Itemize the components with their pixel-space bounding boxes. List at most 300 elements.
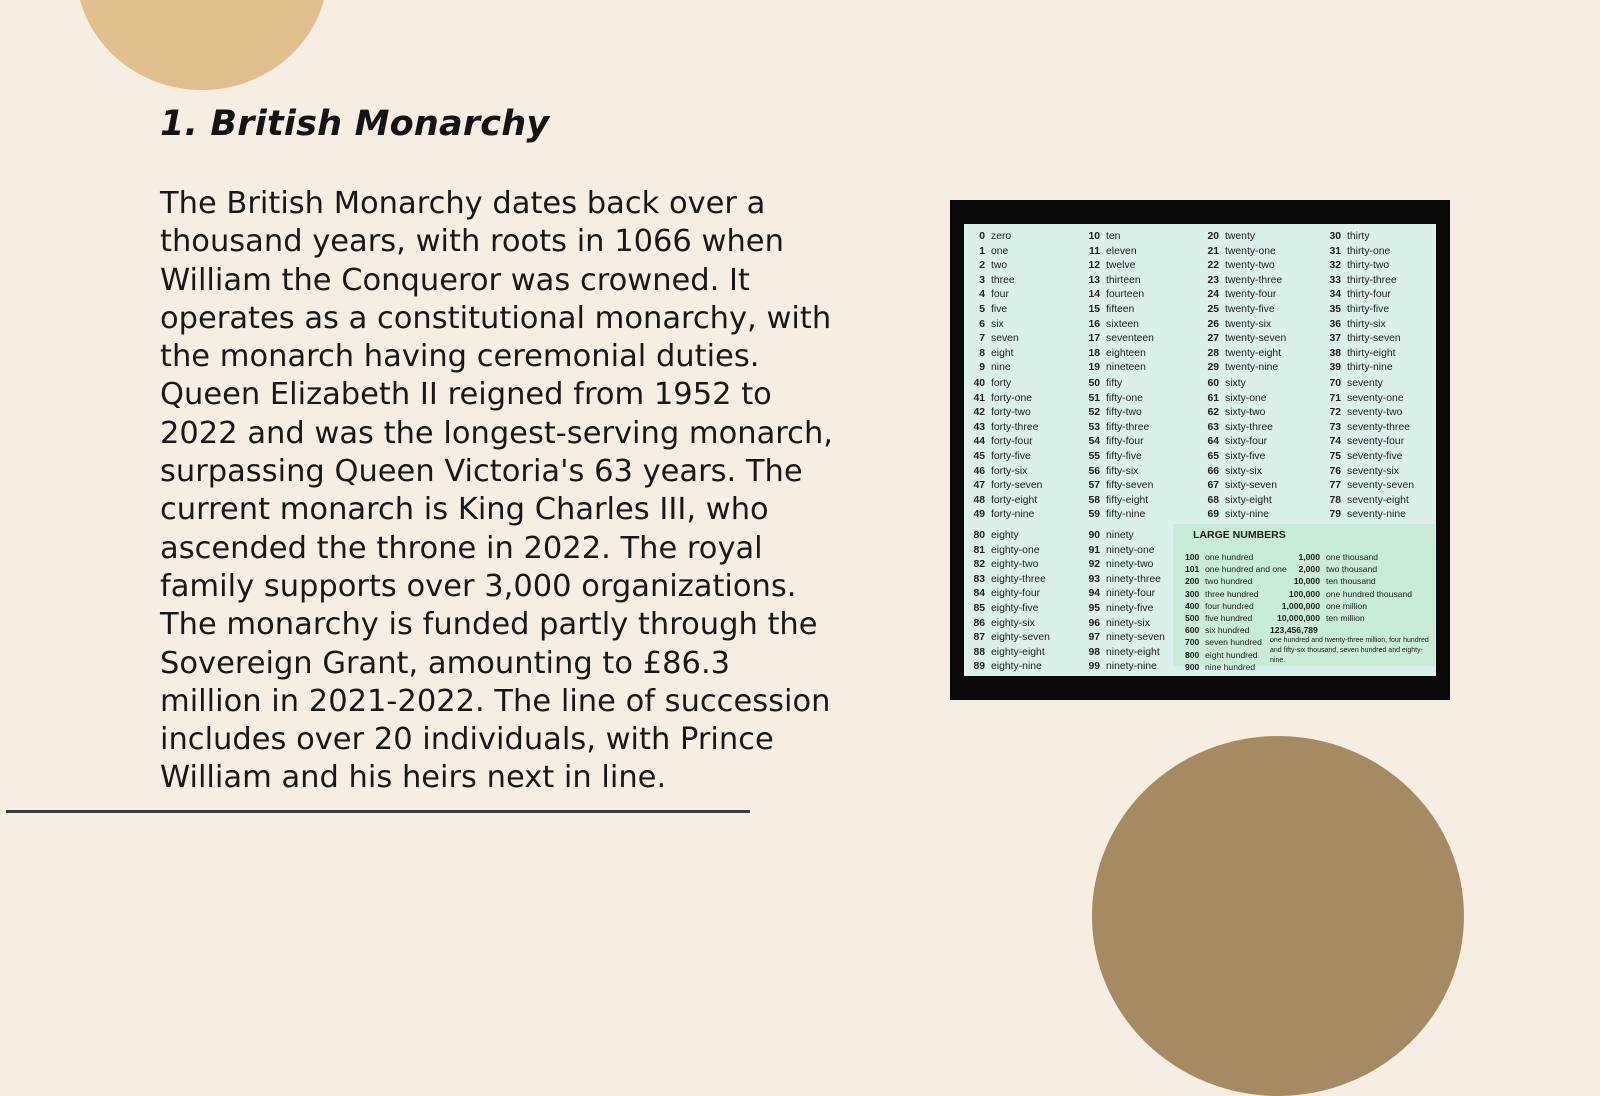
- number-digit: 24: [1207, 289, 1219, 301]
- number-word: twenty-four: [1225, 289, 1277, 301]
- number-word: thirty-one: [1347, 245, 1391, 257]
- number-row: [1083, 288, 1195, 303]
- large-number-word: one thousand: [1326, 552, 1379, 562]
- number-word: ninety-four: [1106, 588, 1156, 600]
- number-word: fifty-nine: [1106, 509, 1146, 521]
- number-digit: 45: [973, 450, 985, 462]
- number-word: seventeen: [1106, 333, 1154, 345]
- number-word: fifteen: [1106, 303, 1135, 315]
- large-number-row: [1270, 588, 1412, 600]
- number-row: [968, 303, 1080, 318]
- hundreds-word: four hundred: [1205, 600, 1254, 611]
- number-chart-image: [950, 200, 1450, 700]
- number-word: thirty-seven: [1347, 333, 1401, 345]
- number-word: seventy-nine: [1347, 509, 1406, 521]
- number-digit: 72: [1329, 407, 1341, 419]
- divider-line: [6, 810, 750, 813]
- number-digit: 23: [1207, 274, 1219, 286]
- number-row: [1202, 479, 1314, 494]
- number-row: [1324, 288, 1436, 303]
- number-row: [968, 631, 1080, 646]
- number-row: [1324, 435, 1436, 450]
- number-word: twenty-one: [1225, 245, 1276, 257]
- number-digit: 52: [1088, 407, 1100, 419]
- number-digit: 34: [1329, 289, 1341, 301]
- number-word: thirty: [1347, 231, 1370, 242]
- number-row: [1083, 332, 1195, 347]
- number-column: [968, 377, 1080, 523]
- number-row: [968, 288, 1080, 303]
- number-word: ninety: [1106, 530, 1134, 541]
- number-row: [968, 544, 1080, 559]
- number-digit: 53: [1088, 421, 1100, 433]
- hundreds-digit: 200: [1185, 576, 1200, 587]
- number-digit: 62: [1207, 407, 1219, 419]
- hundreds-digit: 600: [1185, 625, 1200, 636]
- number-digit: 38: [1329, 347, 1341, 359]
- number-row: [968, 245, 1080, 260]
- number-row: [968, 617, 1080, 632]
- number-digit: 83: [973, 573, 985, 585]
- large-number-digit: 10,000,000: [1276, 613, 1320, 624]
- number-word: forty-nine: [991, 509, 1035, 521]
- number-row: [1202, 288, 1314, 303]
- number-digit: 12: [1088, 260, 1100, 272]
- number-word: ninety-seven: [1106, 632, 1165, 644]
- number-digit: 81: [973, 544, 985, 556]
- number-row: [1202, 421, 1314, 436]
- number-word: forty-six: [991, 465, 1028, 477]
- number-word: eighty-three: [991, 573, 1046, 585]
- number-row: [1083, 479, 1195, 494]
- number-row: [1324, 361, 1436, 376]
- hundreds-digit: 300: [1185, 588, 1200, 599]
- number-row: [1324, 406, 1436, 421]
- number-word: sixty-six: [1225, 465, 1262, 477]
- number-word: fifty-two: [1106, 407, 1142, 419]
- number-row: [968, 332, 1080, 347]
- number-digit: 7: [979, 333, 985, 345]
- number-row: [1083, 646, 1195, 661]
- number-digit: 4: [979, 289, 985, 301]
- number-word: eighteen: [1106, 347, 1146, 359]
- number-word: seventy-five: [1347, 450, 1403, 462]
- number-word: twenty-eight: [1225, 347, 1282, 359]
- number-word: two: [991, 260, 1008, 272]
- number-word: eighty-seven: [991, 632, 1050, 644]
- number-word: ten: [1106, 231, 1121, 242]
- number-digit: 80: [973, 530, 985, 541]
- number-row: [968, 587, 1080, 602]
- number-column: [1083, 529, 1195, 675]
- number-word: eighty: [991, 530, 1019, 541]
- number-digit: 9: [979, 362, 985, 374]
- number-column: [1324, 230, 1436, 376]
- number-word: thirty-three: [1347, 274, 1397, 286]
- number-row: [968, 494, 1080, 509]
- number-digit: 97: [1088, 632, 1100, 644]
- number-row: [1324, 494, 1436, 509]
- number-digit: 21: [1207, 245, 1219, 257]
- number-word: sixty-one: [1225, 392, 1267, 404]
- number-digit: 51: [1088, 392, 1100, 404]
- number-row: [1083, 245, 1195, 260]
- number-digit: 74: [1329, 436, 1341, 448]
- number-word: eighty-one: [991, 544, 1040, 556]
- number-row: [1324, 392, 1436, 407]
- number-word: sixty-nine: [1225, 509, 1269, 521]
- large-number-digit: 100,000: [1288, 588, 1320, 599]
- number-digit: 71: [1329, 392, 1341, 404]
- number-digit: 98: [1088, 646, 1100, 658]
- number-word: forty-three: [991, 421, 1039, 433]
- number-digit: 17: [1088, 333, 1100, 345]
- number-row: [968, 479, 1080, 494]
- number-word: eleven: [1106, 245, 1137, 257]
- number-digit: 67: [1207, 480, 1219, 492]
- number-word: eight: [991, 347, 1014, 359]
- number-row: [1083, 259, 1195, 274]
- number-digit: 58: [1088, 494, 1100, 506]
- number-digit: 75: [1329, 450, 1341, 462]
- hundreds-digit: 700: [1185, 637, 1200, 648]
- number-word: seventy-six: [1347, 465, 1399, 477]
- number-row: [968, 435, 1080, 450]
- number-digit: 59: [1088, 509, 1100, 521]
- number-digit: 82: [973, 559, 985, 571]
- number-digit: 11: [1089, 245, 1100, 257]
- number-row: [968, 361, 1080, 376]
- number-digit: 77: [1329, 480, 1341, 492]
- number-digit: 15: [1088, 303, 1100, 315]
- large-number-digit: 2,000: [1298, 564, 1320, 575]
- number-row: [968, 347, 1080, 362]
- number-row: [1324, 508, 1436, 523]
- number-digit: 63: [1207, 421, 1219, 433]
- number-row: [1202, 465, 1314, 480]
- number-row: [1202, 347, 1314, 362]
- number-row: [1083, 617, 1195, 632]
- number-word: five: [991, 303, 1008, 315]
- number-digit: 39: [1329, 362, 1341, 374]
- hundreds-digit: 800: [1185, 649, 1200, 660]
- number-word: twenty-six: [1225, 318, 1272, 330]
- number-word: ninety-eight: [1106, 646, 1160, 658]
- number-digit: 44: [973, 436, 985, 448]
- number-row: [1083, 558, 1195, 573]
- number-word: fifty-one: [1106, 392, 1143, 404]
- number-digit: 6: [979, 318, 985, 330]
- number-digit: 90: [1088, 530, 1100, 541]
- number-word: ninety-two: [1106, 559, 1154, 571]
- number-digit: 68: [1207, 494, 1219, 506]
- number-word: three: [991, 274, 1015, 286]
- number-digit: 65: [1207, 450, 1219, 462]
- number-word: nineteen: [1106, 362, 1146, 374]
- number-word: nine: [991, 362, 1011, 374]
- example-number-words: one hundred and twenty-three million, four hundred and fifty-six thousand, seven hundred and eighty-nine.: [1270, 637, 1429, 664]
- number-digit: 76: [1329, 465, 1341, 477]
- number-row: [1083, 377, 1195, 392]
- number-word: fifty-eight: [1106, 494, 1149, 506]
- number-word: eighty-eight: [991, 646, 1045, 658]
- number-row: [1324, 245, 1436, 260]
- number-digit: 29: [1207, 362, 1219, 374]
- number-row: [1324, 318, 1436, 333]
- number-digit: 30: [1329, 231, 1341, 242]
- number-row: [1083, 406, 1195, 421]
- number-row: [1083, 318, 1195, 333]
- number-digit: 32: [1329, 260, 1341, 272]
- large-numbers-list: [1270, 551, 1412, 624]
- number-digit: 49: [973, 509, 985, 521]
- number-digit: 14: [1088, 289, 1100, 301]
- number-row: [1324, 332, 1436, 347]
- number-digit: 91: [1088, 544, 1100, 556]
- number-row: [1324, 347, 1436, 362]
- number-row: [968, 377, 1080, 392]
- number-row: [1324, 450, 1436, 465]
- number-word: forty-four: [991, 436, 1033, 448]
- number-digit: 31: [1329, 245, 1341, 257]
- number-digit: 25: [1207, 303, 1219, 315]
- number-word: eighty-two: [991, 559, 1039, 571]
- number-row: [968, 529, 1080, 544]
- number-row: [1324, 259, 1436, 274]
- number-digit: 46: [973, 465, 985, 477]
- number-word: four: [991, 289, 1009, 301]
- number-row: [968, 508, 1080, 523]
- number-row: [968, 558, 1080, 573]
- number-digit: 99: [1088, 661, 1100, 673]
- number-row: [1202, 392, 1314, 407]
- number-word: twenty-five: [1225, 303, 1275, 315]
- number-digit: 41: [973, 392, 985, 404]
- number-word: fourteen: [1106, 289, 1145, 301]
- number-digit: 88: [973, 646, 985, 658]
- number-digit: 66: [1207, 465, 1219, 477]
- number-digit: 84: [973, 588, 985, 600]
- number-row: [1083, 230, 1195, 245]
- number-word: sixty: [1225, 378, 1246, 389]
- number-digit: 22: [1207, 260, 1219, 272]
- number-word: twelve: [1106, 260, 1136, 272]
- large-number-digit: 1,000,000: [1281, 600, 1320, 611]
- number-digit: 20: [1207, 231, 1219, 242]
- number-row: [968, 450, 1080, 465]
- number-row: [1083, 544, 1195, 559]
- large-number-row: [1270, 563, 1412, 575]
- number-row: [1202, 377, 1314, 392]
- hundreds-digit: 100: [1185, 552, 1200, 562]
- number-digit: 69: [1207, 509, 1219, 521]
- hundreds-word: five hundred: [1205, 613, 1253, 624]
- number-word: seventy-one: [1347, 392, 1404, 404]
- number-row: [1083, 660, 1195, 675]
- number-column: [1202, 230, 1314, 376]
- number-row: [1202, 450, 1314, 465]
- number-digit: 73: [1329, 421, 1341, 433]
- slide-body-text: The British Monarchy dates back over a thousand years, with roots in 1066 when William the Conqueror was crowned. It operates as a constitutional monarchy, with the monarch having ceremonial duties. Queen Elizabeth II reigned from 1952 to 2022 and was the longest-serving monarch, surpassing Queen Victoria's 63 years. The current monarch is King Charles III, who ascended the throne in 2022. The royal family supports over 3,000 organizations. The monarchy is funded partly through the Sovereign Grant, amounting to £86.3 million in 2021-2022. The line of succession includes over 20 individuals, with Prince William and his heirs next in line.: [160, 186, 833, 796]
- number-digit: 96: [1088, 617, 1100, 629]
- number-row: [1083, 347, 1195, 362]
- number-digit: 87: [973, 632, 985, 644]
- number-word: seven: [991, 333, 1019, 345]
- number-word: forty-two: [991, 407, 1031, 419]
- number-word: seventy-seven: [1347, 480, 1414, 492]
- large-number-row: [1270, 600, 1412, 612]
- number-row: [1083, 494, 1195, 509]
- number-digit: 36: [1329, 318, 1341, 330]
- number-row: [1202, 259, 1314, 274]
- hundreds-digit: 400: [1185, 600, 1200, 611]
- number-word: fifty: [1106, 378, 1123, 389]
- number-digit: 28: [1207, 347, 1219, 359]
- number-digit: 56: [1088, 465, 1100, 477]
- decorative-circle-bottom: [1092, 736, 1464, 1096]
- number-chart-panel: [964, 224, 1436, 676]
- number-digit: 94: [1088, 588, 1100, 600]
- decorative-circle-top: [76, 0, 328, 90]
- number-digit: 78: [1329, 494, 1341, 506]
- number-row: [968, 230, 1080, 245]
- number-word: forty-eight: [991, 494, 1038, 506]
- number-row: [1324, 421, 1436, 436]
- number-word: ninety-nine: [1106, 661, 1157, 673]
- number-word: twenty: [1225, 231, 1256, 242]
- number-row: [1083, 421, 1195, 436]
- number-word: forty-seven: [991, 480, 1043, 492]
- large-numbers-box: [1173, 524, 1435, 672]
- hundreds-digit: 101: [1185, 564, 1200, 575]
- number-word: thirty-five: [1347, 303, 1390, 315]
- number-row: [1202, 245, 1314, 260]
- number-row: [1324, 274, 1436, 289]
- number-row: [968, 392, 1080, 407]
- large-number-word: two thousand: [1326, 564, 1378, 575]
- number-word: sixty-four: [1225, 436, 1268, 448]
- number-row: [968, 259, 1080, 274]
- number-word: seventy-eight: [1347, 494, 1409, 506]
- number-row: [1083, 602, 1195, 617]
- number-word: thirty-nine: [1347, 362, 1393, 374]
- number-row: [1202, 332, 1314, 347]
- number-digit: 57: [1088, 480, 1100, 492]
- number-row: [1202, 494, 1314, 509]
- number-digit: 42: [973, 407, 985, 419]
- number-row: [1083, 392, 1195, 407]
- number-column: [1083, 377, 1195, 523]
- number-digit: 60: [1207, 378, 1219, 389]
- number-row: [1324, 303, 1436, 318]
- number-word: thirty-two: [1347, 260, 1390, 272]
- number-row: [1202, 318, 1314, 333]
- number-column: [1202, 377, 1314, 523]
- hundreds-digit: 500: [1185, 613, 1200, 624]
- number-digit: 47: [973, 480, 985, 492]
- number-digit: 43: [973, 421, 985, 433]
- number-word: sixty-five: [1225, 450, 1266, 462]
- number-word: seventy-four: [1347, 436, 1405, 448]
- number-row: [1083, 450, 1195, 465]
- number-word: sixty-two: [1225, 407, 1266, 419]
- number-digit: 16: [1088, 318, 1100, 330]
- number-row: [1324, 465, 1436, 480]
- number-column: [968, 230, 1080, 376]
- number-word: fifty-five: [1106, 450, 1142, 462]
- number-word: forty-five: [991, 450, 1031, 462]
- number-row: [968, 318, 1080, 333]
- number-row: [1324, 230, 1436, 245]
- hundreds-word: one hundred and one: [1205, 564, 1287, 575]
- number-row: [1202, 406, 1314, 421]
- hundreds-word: three hundred: [1205, 588, 1259, 599]
- number-row: [968, 406, 1080, 421]
- number-row: [1083, 465, 1195, 480]
- number-word: fifty-four: [1106, 436, 1144, 448]
- number-digit: 55: [1088, 450, 1100, 462]
- number-digit: 89: [973, 661, 985, 673]
- number-row: [968, 465, 1080, 480]
- hundreds-word: nine hundred: [1205, 661, 1256, 672]
- number-row: [968, 660, 1080, 675]
- number-digit: 79: [1329, 509, 1341, 521]
- number-word: seventy-three: [1347, 421, 1410, 433]
- number-word: ninety-three: [1106, 573, 1161, 585]
- number-digit: 13: [1088, 274, 1100, 286]
- number-digit: 95: [1088, 602, 1100, 614]
- number-word: seventy: [1347, 378, 1383, 389]
- number-word: forty: [991, 378, 1012, 389]
- example-number: 123,456,789: [1270, 625, 1318, 635]
- number-digit: 92: [1088, 559, 1100, 571]
- number-digit: 10: [1088, 231, 1100, 242]
- number-word: eighty-six: [991, 617, 1035, 629]
- number-word: twenty-seven: [1225, 333, 1287, 345]
- number-word: sixteen: [1106, 318, 1139, 330]
- hundreds-word: seven hundred: [1205, 637, 1262, 648]
- number-word: fifty-seven: [1106, 480, 1154, 492]
- number-row: [1202, 435, 1314, 450]
- number-row: [968, 573, 1080, 588]
- number-row: [1202, 508, 1314, 523]
- number-word: fifty-three: [1106, 421, 1150, 433]
- number-digit: 19: [1088, 362, 1100, 374]
- number-row: [1083, 573, 1195, 588]
- number-word: thirty-six: [1347, 318, 1386, 330]
- number-row: [1202, 303, 1314, 318]
- number-word: one: [991, 245, 1009, 257]
- number-row: [1324, 377, 1436, 392]
- number-row: [1202, 274, 1314, 289]
- number-row: [1083, 631, 1195, 646]
- number-word: zero: [991, 231, 1012, 242]
- number-word: sixty-eight: [1225, 494, 1272, 506]
- number-row: [1083, 529, 1195, 544]
- number-row: [1202, 361, 1314, 376]
- number-row: [1083, 361, 1195, 376]
- number-digit: 61: [1207, 392, 1219, 404]
- number-row: [1202, 230, 1314, 245]
- number-row: [1083, 274, 1195, 289]
- number-digit: 26: [1207, 318, 1219, 330]
- number-word: eighty-nine: [991, 661, 1042, 673]
- number-digit: 54: [1088, 436, 1100, 448]
- number-row: [968, 602, 1080, 617]
- large-numbers-title: LARGE NUMBERS: [1193, 529, 1286, 541]
- large-number-row: [1270, 575, 1412, 587]
- number-row: [968, 421, 1080, 436]
